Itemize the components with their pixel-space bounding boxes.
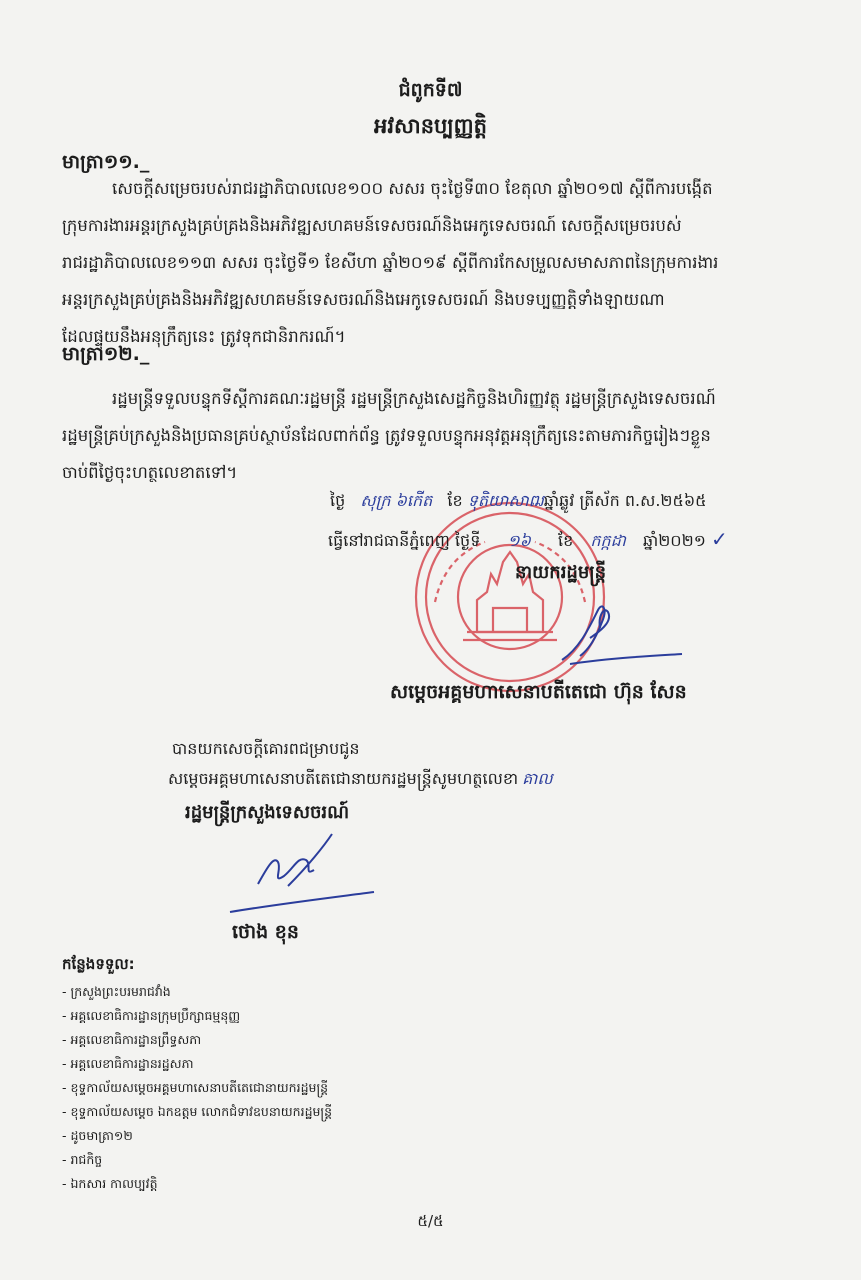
prime-minister-name: សម្តេចអគ្គមហាសេនាបតីតេជោ ហ៊ុន សែន — [390, 681, 687, 703]
article-12-line: ចាប់ពីថ្ងៃចុះហត្ថលេខាតទៅ។ — [62, 463, 238, 482]
tourism-minister-title: រដ្ឋមន្ត្រីក្រសួងទេសចរណ៍ — [185, 802, 350, 823]
tourism-minister-name: ថោង ខុន — [232, 921, 299, 943]
solar-date: ធ្វើនៅរាជធានីភ្នំពេញ ថ្ងៃទី ១៦ ខែ កក្កដា ឆ្នាំ២០២១ ✓ — [328, 527, 728, 551]
solar-day-handwritten: ១៦ — [507, 531, 531, 550]
article-11-title: មាត្រា១១._ — [62, 151, 150, 173]
tourism-minister-signature — [228, 826, 378, 926]
article-12-line: រដ្ឋមន្ត្រីទទួលបន្ទុកទីស្តីការគណៈរដ្ឋមន្ត្រី រដ្ឋមន្ត្រីក្រសួងសេដ្ឋកិច្ចនិងហិរញ្ញវត្ថុ រដ្ឋមន្ត្រីក្រសួងទេសចរណ៍ — [112, 389, 716, 408]
countersign-number-handwritten: គាល — [522, 769, 553, 788]
solar-month-handwritten: កក្កដា — [590, 531, 626, 550]
prime-minister-signature — [550, 598, 690, 678]
article-11-body — [62, 170, 797, 355]
lunar-month-handwritten: ទុតិយាសាឍ — [467, 491, 544, 510]
article-11-line: ក្រុមការងារអន្តរក្រសួងគ្រប់គ្រងនិងអភិវឌ្ឍសហគមន៍ទេសចរណ៍និងអេកូទេសចរណ៍ សេចក្តីសម្រេចរបស់ — [62, 216, 682, 235]
countersign-line-1: បានយកសេចក្តីគោរពជម្រាបជូន — [172, 739, 360, 758]
list-item: - ខុទ្ទកាល័យសម្តេចអគ្គមហាសេនាបតីតេជោនាយករដ្ឋមន្ត្រី — [62, 1080, 329, 1095]
page-number: ៥/៥ — [417, 1212, 444, 1230]
article-12-line: រដ្ឋមន្ត្រីគ្រប់ក្រសួងនិងប្រធានគ្រប់ស្ថាប័នដែលពាក់ព័ន្ធ ត្រូវទទួលបន្ទុកអនុវត្តអនុក្រឹត្យនេះតាមភារកិច្ចរៀងៗខ្លួន — [62, 426, 711, 445]
list-item: - អគ្គលេខាធិការដ្ឋានព្រឹទ្ធសភា — [62, 1032, 202, 1047]
lunar-date: ថ្ងៃ សុក្រ ៦កើត ខែ ទុតិយាសាឍឆ្នាំឆ្លូវ ត្រីស័ក ព.ស.២៥៦៥ — [330, 491, 707, 510]
recipients-title: កន្លែងទទួល: — [62, 955, 135, 973]
article-11-line: ដែលផ្ទុយនឹងអនុក្រឹត្យនេះ ត្រូវទុកជានិរាករណ៍។ — [62, 327, 346, 346]
list-item: - ដូចមាត្រា១២ — [62, 1128, 133, 1143]
list-item: - រាជកិច្ច — [62, 1152, 103, 1167]
prime-minister-title: នាយករដ្ឋមន្ត្រី — [515, 562, 607, 583]
list-item: - អគ្គលេខាធិការដ្ឋានរដ្ឋសភា — [62, 1056, 194, 1071]
article-12-body — [62, 380, 797, 491]
article-11-line: រាជរដ្ឋាភិបាលលេខ១១៣ សសរ ចុះថ្ងៃទី១ ខែសីហា ឆ្នាំ២០១៩ ស្តីពីការកែសម្រួលសមាសភាពនៃក្រុមការងារ — [62, 253, 719, 272]
list-item: - ក្រសួងព្រះបរមរាជវាំង — [62, 984, 171, 999]
list-item: - អគ្គលេខាធិការដ្ឋានក្រុមប្រឹក្សាធម្មនុញ្ញ — [62, 1008, 241, 1023]
countersign-line-2: សម្តេចអគ្គមហាសេនាបតីតេជោនាយករដ្ឋមន្ត្រីសូមហត្ថលេខា គាល — [168, 769, 553, 788]
article-12-title: មាត្រា១២._ — [62, 343, 150, 365]
article-11-line: អន្តរក្រសួងគ្រប់គ្រងនិងអភិវឌ្ឍសហគមន៍ទេសចរណ៍និងអេកូទេសចរណ៍ និងបទប្បញ្ញត្តិទាំងឡាយណា — [62, 290, 665, 309]
article-11-line: សេចក្តីសម្រេចរបស់រាជរដ្ឋាភិបាលលេខ១០០ សសរ ចុះថ្ងៃទី៣០ ខែតុលា ឆ្នាំ២០១៧ ស្តីពីការបង្កើត — [112, 179, 713, 198]
check-mark-icon: ✓ — [710, 527, 728, 551]
list-item: - ខុទ្ទកាល័យសម្តេច ឯកឧត្តម លោកជំទាវឧបនាយករដ្ឋមន្ត្រី — [62, 1104, 333, 1119]
list-item: - ឯកសារ កាលប្បវត្តិ — [62, 1176, 158, 1191]
chapter-number: ជំពូកទី៧ — [398, 79, 463, 101]
lunar-day-handwritten: សុក្រ ៦កើត — [360, 491, 433, 510]
recipients-list — [62, 980, 332, 1196]
chapter-title: អវសានប្បញ្ញត្តិ — [374, 114, 487, 138]
